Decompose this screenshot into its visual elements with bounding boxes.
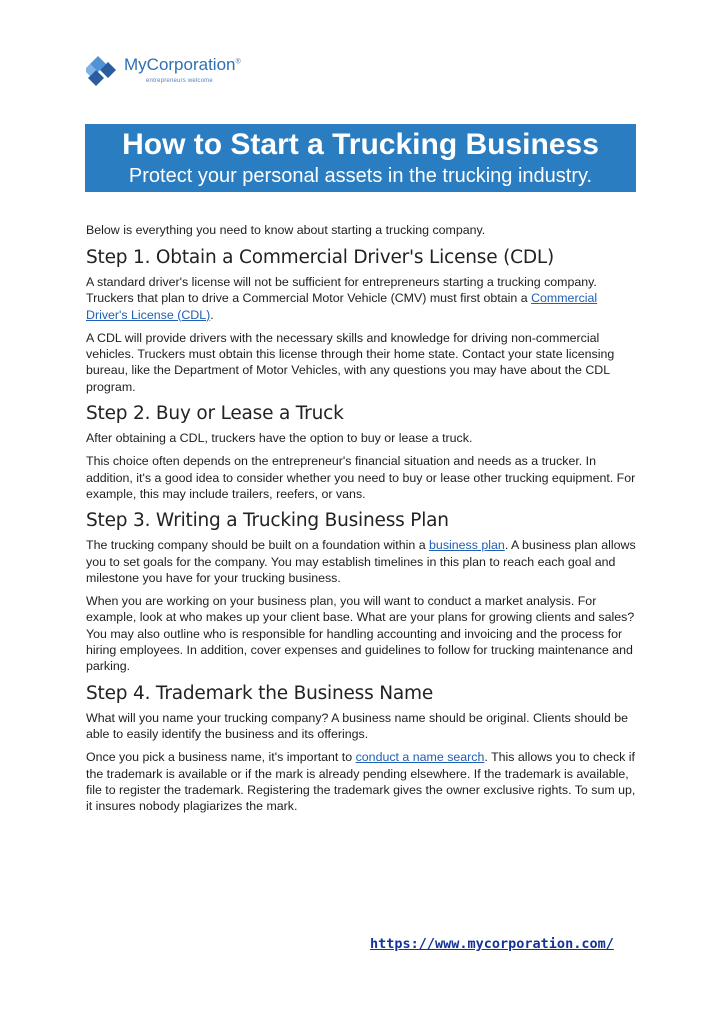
step1-paragraph-1: A standard driver's license will not be sufficient for entrepreneurs starting a trucking company. Truckers that plan to drive a Commercial Motor Vehicle (CMV) must first obtain a Commercial Driver's License (CDL). bbox=[86, 275, 598, 322]
diamond-logo-icon bbox=[86, 54, 126, 88]
business-plan-link[interactable]: business plan bbox=[429, 538, 505, 553]
logo-tagline: entrepreneurs welcome bbox=[146, 78, 213, 84]
step1-paragraph-2: A CDL will provide drivers with the necessary skills and knowledge for driving non-commercial vehicles. Truckers must obtain this license through their home state. Contact your state licensing bureau, like the Department of Motor Vehicles, with any questions you may have about the CDL program. bbox=[86, 330, 615, 394]
step1-heading: Step 1. Obtain a Commercial Driver's License (CDL) bbox=[86, 247, 554, 268]
cdl-link[interactable]: Commercial Driver's License (CDL) bbox=[86, 291, 598, 322]
logo-wordmark: MyCorporation® bbox=[124, 55, 241, 74]
step4-heading: Step 4. Trademark the Business Name bbox=[86, 682, 434, 704]
name-search-link[interactable]: conduct a name search bbox=[355, 750, 485, 765]
step3-paragraph-2: When you are working on your business plan, you will want to conduct a market analysis. For example, look at who makes up your client base. What are your plans for growing clients and sales? You may also outline who is responsible for handling accounting and invoicing and the process for hiring employees. In addition, cover expenses and guidelines to follow for trucking maintenance and parking. bbox=[86, 594, 635, 674]
mycorporation-logo[interactable] bbox=[86, 52, 286, 92]
article-body bbox=[86, 222, 642, 821]
page-title: How to Start a Trucking Business bbox=[122, 128, 599, 161]
step3-heading: Step 3. Writing a Trucking Business Plan bbox=[86, 510, 449, 532]
intro-paragraph: Below is everything you need to know about starting a trucking company. bbox=[86, 223, 486, 237]
footer-url-link[interactable]: https://www.mycorporation.com/ bbox=[370, 936, 614, 952]
step2-paragraph-2: This choice often depends on the entrepreneur's financial situation and needs as a trucker. In addition, it's a good idea to consider whether you need to buy or lease other trucking equipment. For example, this may include trailers, reefers, or vans. bbox=[86, 454, 636, 501]
step2-heading: Step 2. Buy or Lease a Truck bbox=[86, 403, 344, 425]
step4-paragraph-2: Once you pick a business name, it's important to conduct a name search. This allows you to check if the trademark is available or if the mark is already pending elsewhere. If the trademark is available, file to register the trademark. Registering the trademark gives the owner exclusive rights. To sum up, it insures nobody plagiarizes the mark. bbox=[86, 750, 636, 814]
page-subtitle: Protect your personal assets in the trucking industry. bbox=[128, 165, 593, 187]
step3-paragraph-1: The trucking company should be built on a foundation within a business plan. A business plan allows you to set goals for the company. You may establish timelines in this plan to reach each goal and milestone you have for your trucking business. bbox=[86, 538, 636, 585]
step4-paragraph-1: What will you name your trucking company? A business name should be original. Clients should be able to easily identify the business and its offerings. bbox=[86, 710, 629, 741]
title-banner bbox=[85, 124, 636, 192]
step2-paragraph-1: After obtaining a CDL, truckers have the option to buy or lease a truck. bbox=[86, 431, 473, 446]
